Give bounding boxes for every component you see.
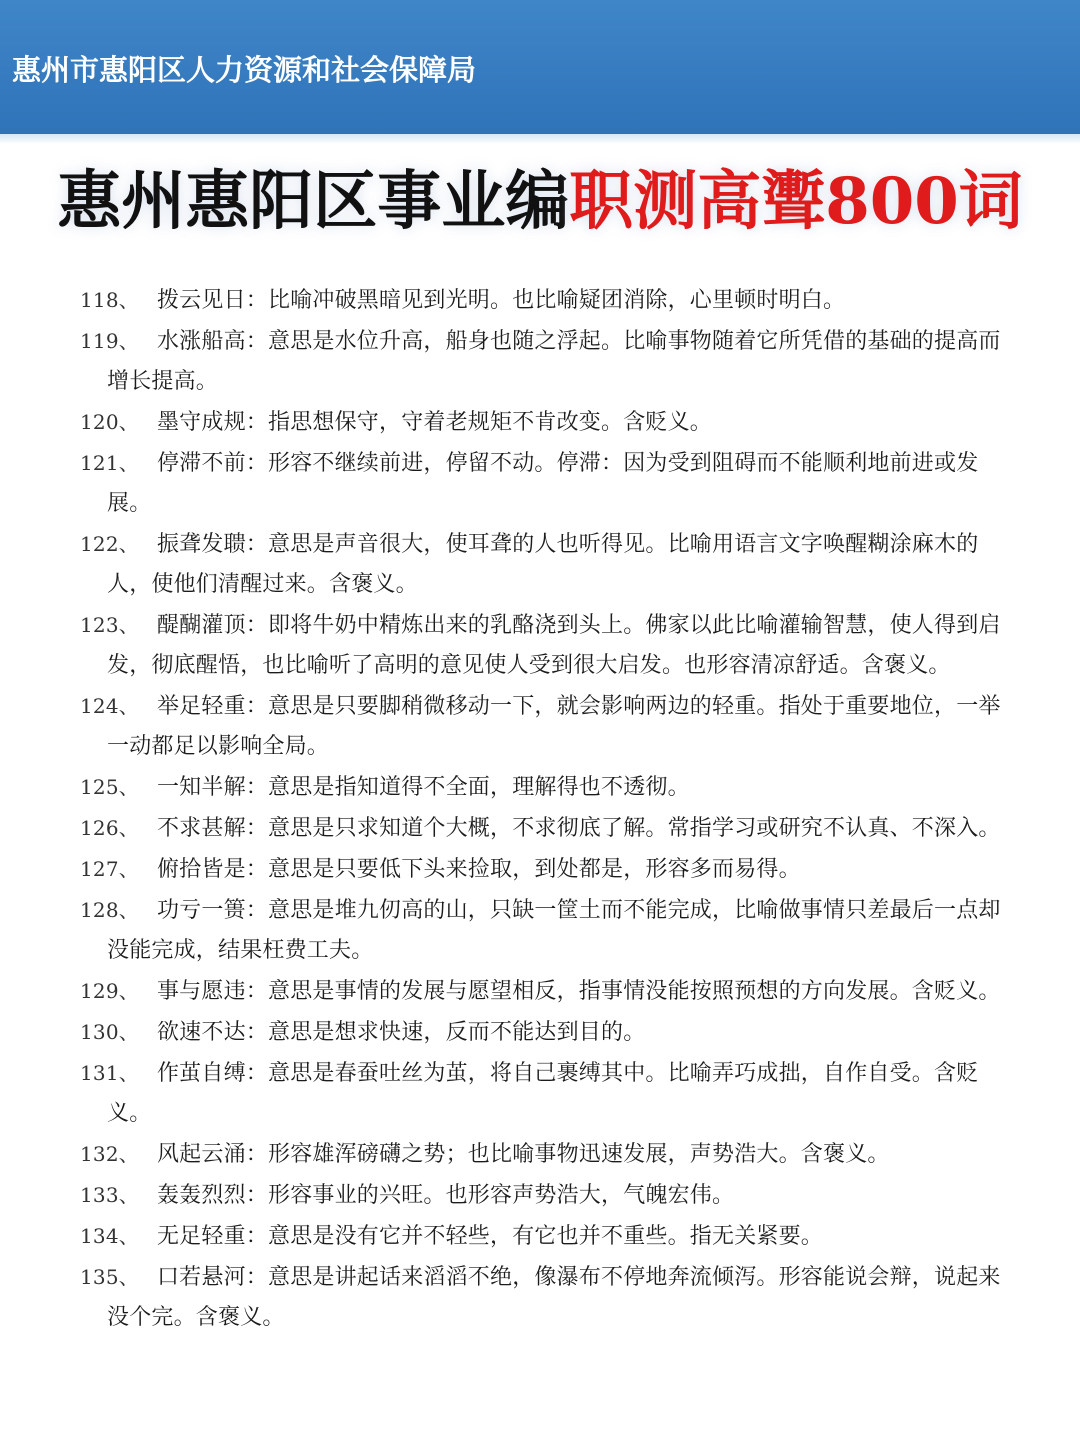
- entry-term: 欲速不达：: [156, 1020, 268, 1045]
- entry-term: 振聋发聩：: [156, 532, 268, 557]
- entry-number: 134、: [80, 1224, 139, 1248]
- organization-name: 惠州市惠阳区人力资源和社会保障局: [12, 53, 477, 87]
- entry-definition: 意思是声音很大，使耳聋的人也听得见。比喻用语言文字唤醒糊涂麻木的人，使他们清醒过来。含褒义。: [107, 532, 979, 597]
- entry-term: 一知半解：: [156, 775, 268, 800]
- entry-number: 124、: [80, 694, 139, 718]
- entry-definition: 比喻冲破黑暗见到光明。也比喻疑团消除，心里顿时明白。: [268, 288, 846, 313]
- entry-term: 俯拾皆是：: [156, 857, 268, 882]
- list-item: [80, 605, 1005, 686]
- entry-term: 口若悬河：: [156, 1265, 268, 1290]
- entry-number: 130、: [80, 1020, 139, 1044]
- entry-term: 事与愿违：: [156, 979, 268, 1004]
- list-item: [80, 767, 1005, 808]
- entry-number: 127、: [80, 857, 139, 881]
- entry-number: 123、: [80, 613, 139, 637]
- entry-number: 135、: [80, 1265, 139, 1289]
- entry-definition: 意思是只要低下头来捡取，到处都是，形容多而易得。: [268, 857, 801, 882]
- entry-definition: 意思是没有它并不轻些，有它也并不重些。指无关紧要。: [268, 1224, 824, 1249]
- entry-term: 拨云见日：: [156, 288, 268, 313]
- entry-definition: 意思是只要脚稍微移动一下，就会影响两边的轻重。指处于重要地位，一举一动都足以影响全局。: [107, 694, 1001, 759]
- entry-definition: 形容雄浑磅礴之势；也比喻事物迅速发展，声势浩大。含褒义。: [268, 1142, 890, 1167]
- entry-term: 墨守成规：: [156, 410, 268, 435]
- entry-definition: 形容不继续前进，停留不动。停滞：因为受到阻碍而不能顺利地前进或发展。: [107, 451, 979, 516]
- entry-number: 118、: [80, 288, 139, 312]
- entry-number: 125、: [80, 775, 139, 799]
- entry-definition: 意思是想求快速，反而不能达到目的。: [268, 1020, 646, 1045]
- list-item: [80, 1216, 1005, 1257]
- list-item: [80, 686, 1005, 767]
- entry-definition: 意思是春蚕吐丝为茧，将自己裹缚其中。比喻弄巧成拙，自作自受。含贬义。: [107, 1061, 979, 1126]
- entry-definition: 即将牛奶中精炼出来的乳酪浇到头上。佛家以此比喻灌输智慧，使人得到启发，彻底醒悟，也比喻听了高明的意见使人受到很大启发。也形容清凉舒适。含褒义。: [107, 613, 1001, 678]
- entry-definition: 意思是堆九仞高的山，只缺一筐土而不能完成，比喻做事情只差最后一点却没能完成，结果枉费工夫。: [107, 898, 1001, 963]
- list-item: [80, 321, 1005, 402]
- list-item: [80, 1012, 1005, 1053]
- page-title-highlight: 职测高聻800词: [569, 164, 1023, 239]
- list-item: [80, 849, 1005, 890]
- list-item: [80, 280, 1005, 321]
- entry-term: 无足轻重：: [156, 1224, 268, 1249]
- entry-number: 129、: [80, 979, 139, 1003]
- list-item: [80, 1053, 1005, 1134]
- entry-term: 举足轻重：: [156, 694, 268, 719]
- list-item: [80, 1175, 1005, 1216]
- title-block: [0, 160, 1080, 250]
- entry-definition: 形容事业的兴旺。也形容声势浩大，气魄宏伟。: [268, 1183, 735, 1208]
- header-divider: [0, 134, 1080, 144]
- entry-definition: 意思是水位升高，船身也随之浮起。比喻事物随着它所凭借的基础的提高而增长提高。: [107, 329, 1001, 394]
- list-item: [80, 1257, 1005, 1338]
- entry-term: 不求甚解：: [156, 816, 268, 841]
- entry-number: 122、: [80, 532, 139, 556]
- entry-number: 120、: [80, 410, 139, 434]
- list-item: [80, 1134, 1005, 1175]
- list-item: [80, 890, 1005, 971]
- entry-number: 121、: [80, 451, 139, 475]
- entry-number: 131、: [80, 1061, 139, 1085]
- list-item: [80, 402, 1005, 443]
- entry-definition: 意思是只求知道个大概，不求彻底了解。常指学习或研究不认真、不深入。: [268, 816, 1001, 841]
- list-item: [80, 443, 1005, 524]
- entry-term: 风起云涌：: [156, 1142, 268, 1167]
- page-title-main: 惠州惠阳区事业编: [57, 164, 570, 239]
- entry-definition: 意思是指知道得不全面，理解得也不透彻。: [268, 775, 690, 800]
- list-item: [80, 971, 1005, 1012]
- entry-term: 轰轰烈烈：: [156, 1183, 268, 1208]
- header-bar: [0, 0, 1080, 134]
- entry-number: 133、: [80, 1183, 139, 1207]
- list-item: [80, 524, 1005, 605]
- entry-term: 停滞不前：: [156, 451, 268, 476]
- entry-term: 功亏一篑：: [156, 898, 268, 923]
- entry-definition: 指思想保守，守着老规矩不肯改变。含贬义。: [268, 410, 713, 435]
- entry-number: 126、: [80, 816, 139, 840]
- entry-number: 132、: [80, 1142, 139, 1166]
- entry-definition: 意思是讲起话来滔滔不绝，像瀑布不停地奔流倾泻。形容能说会辩，说起来没个完。含褒义。: [107, 1265, 1001, 1330]
- entry-term: 醍醐灌顶：: [156, 613, 268, 638]
- entry-definition: 意思是事情的发展与愿望相反，指事情没能按照预想的方向发展。含贬义。: [268, 979, 1001, 1004]
- vocabulary-list: [80, 280, 1005, 1338]
- page-title: [57, 160, 1023, 244]
- entry-number: 119、: [80, 329, 139, 353]
- entry-term: 水涨船高：: [156, 329, 268, 354]
- list-item: [80, 808, 1005, 849]
- entry-term: 作茧自缚：: [156, 1061, 268, 1086]
- entry-number: 128、: [80, 898, 139, 922]
